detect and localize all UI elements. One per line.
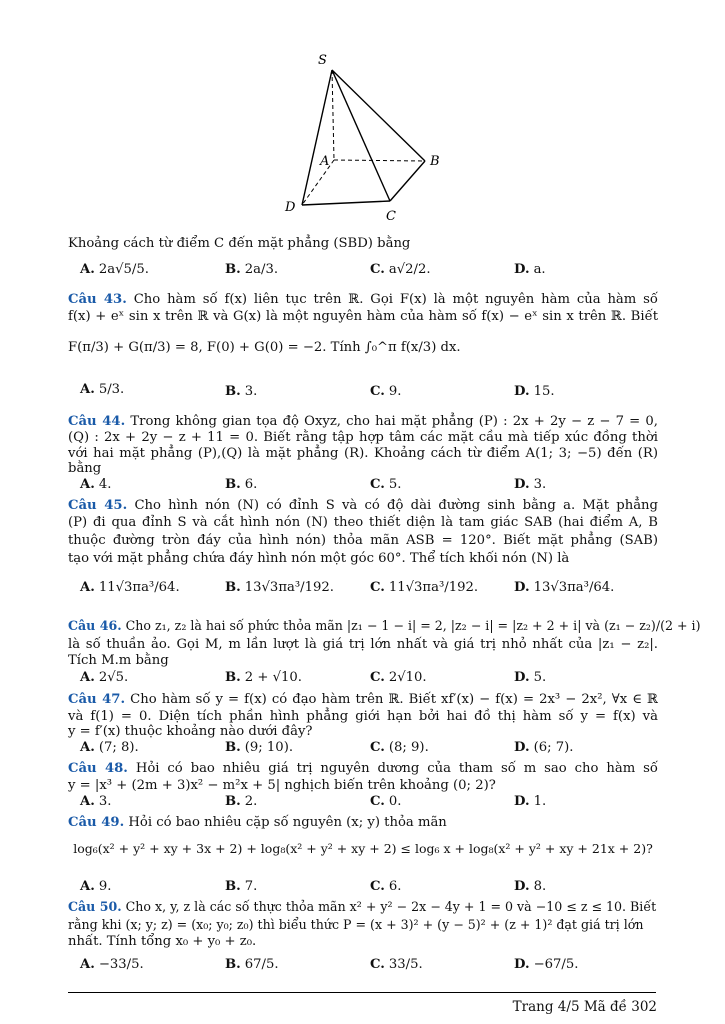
edge-SB — [332, 70, 425, 161]
q46-option-d[interactable]: D. 5. — [514, 670, 547, 685]
q50-line2: rằng khi (x; y; z) = (x₀; y₀; z₀) thì biểu thức P = (x + 3)² + (y − 5)² + (z + 1)² đạt giá trị lớn — [68, 917, 644, 932]
q45-line4: tạo với mặt phẳng chứa đáy hình nón một góc 60°. Thể tích khối nón (N) là — [68, 551, 570, 566]
q46-option-b[interactable]: B. 2 + √10. — [225, 670, 302, 685]
q44-option-a[interactable]: A. 4. — [80, 477, 112, 492]
q46-line2: là số thuần ảo. Gọi M, m lần lượt là giá trị lớn nhất và giá trị nhỏ nhất của |z₁ − z₂|. — [68, 637, 658, 652]
q50-option-b[interactable]: B. 67/5. — [225, 957, 279, 972]
q45-option-b[interactable]: B. 13√3πa³/192. — [225, 580, 334, 595]
q50-line3: nhất. Tính tổng x₀ + y₀ + z₀. — [68, 934, 257, 949]
pyramid-figure — [270, 50, 460, 225]
q44-option-d[interactable]: D. 3. — [514, 477, 547, 492]
q44-option-b[interactable]: B. 6. — [225, 477, 258, 492]
q43-option-c[interactable]: C. 9. — [370, 384, 402, 399]
label-D: D — [285, 200, 296, 215]
q45-option-a[interactable]: A. 11√3πa³/64. — [80, 580, 180, 595]
q50-option-d[interactable]: D. −67/5. — [514, 957, 579, 972]
edge-CB — [390, 161, 425, 201]
q42-stem: Khoảng cách từ điểm C đến mặt phẳng (SBD) bằng — [68, 236, 411, 251]
q49-formula: log₆(x² + y² + xy + 3x + 2) + log₈(x² + y² + xy + 2) ≤ log₆ x + log₈(x² + y² + xy + 21x + 2)? — [73, 841, 653, 856]
edge-SC — [332, 70, 390, 201]
q44-option-c[interactable]: C. 5. — [370, 477, 402, 492]
q49-option-d[interactable]: D. 8. — [514, 879, 547, 894]
q43-option-a[interactable]: A. 5/3. — [80, 382, 125, 397]
q49-option-b[interactable]: B. 7. — [225, 879, 258, 894]
q43-label: Câu 43. — [68, 292, 127, 307]
q46-option-a[interactable]: A. 2√5. — [80, 670, 129, 685]
label-A: A — [320, 154, 330, 169]
q45-line3: thuộc đường tròn đáy của hình nón) thỏa mãn ASB = 120°. Biết mặt phẳng (SAB) — [68, 533, 658, 548]
page-footer: Trang 4/5 Mã đề 302 — [512, 999, 657, 1015]
q48-line1: Câu 48. Hỏi có bao nhiêu giá trị nguyên dương của tham số m sao cho hàm số — [68, 761, 658, 776]
q49-label: Câu 49. — [68, 815, 125, 830]
q47-option-b[interactable]: B. (9; 10). — [225, 740, 294, 755]
q50-line1: Câu 50. Cho x, y, z là các số thực thỏa mãn x² + y² − 2x − 4y + 1 = 0 và −10 ≤ z ≤ 10. Biết — [68, 899, 657, 914]
q45-line1: Câu 45. Cho hình nón (N) có đỉnh S và có độ dài đường sinh bằng a. Mặt phẳng — [68, 498, 658, 513]
q45-label: Câu 45. — [68, 498, 128, 513]
q43-option-d[interactable]: D. 15. — [514, 384, 555, 399]
q42-option-a[interactable]: A. 2a√5/5. — [80, 262, 149, 277]
q43-line3: F(π/3) + G(π/3) = 8, F(0) + G(0) = −2. Tính ∫₀^π f(x/3) dx. — [68, 340, 461, 355]
q48-option-d[interactable]: D. 1. — [514, 794, 547, 809]
q46-line1: Câu 46. Cho z₁, z₂ là hai số phức thỏa mãn |z₁ − 1 − i| = 2, |z₂ − i| = |z₂ + 2 + i| và (z₁ − z₂)/(2 + i) — [68, 618, 701, 633]
q42-option-c[interactable]: C. a√2/2. — [370, 262, 431, 277]
q46-option-c[interactable]: C. 2√10. — [370, 670, 427, 685]
q47-option-d[interactable]: D. (6; 7). — [514, 740, 574, 755]
q47-line2: và f(1) = 0. Diện tích phần hình phẳng giới hạn bởi hai đồ thị hàm số y = f(x) và — [68, 709, 658, 724]
q44-label: Câu 44. — [68, 414, 126, 429]
q43-line1: Câu 43. Cho hàm số f(x) liên tục trên ℝ. Gọi F(x) là một nguyên hàm của hàm số — [68, 292, 658, 307]
q44-line1: Câu 44. Trong không gian tọa độ Oxyz, cho hai mặt phẳng (P) : 2x + 2y − z − 7 = 0, — [68, 414, 658, 429]
q46-line3: Tích M.m bằng — [68, 653, 169, 668]
footer-divider — [68, 992, 656, 993]
q50-label: Câu 50. — [68, 899, 122, 914]
label-C: C — [386, 209, 396, 224]
edge-SA — [332, 70, 334, 160]
q48-option-b[interactable]: B. 2. — [225, 794, 258, 809]
q47-option-c[interactable]: C. (8; 9). — [370, 740, 429, 755]
q47-option-a[interactable]: A. (7; 8). — [80, 740, 139, 755]
q44-line2: (Q) : 2x + 2y − z + 11 = 0. Biết rằng tập hợp tâm các mặt cầu mà tiếp xúc đồng thời — [68, 430, 658, 445]
edge-AB — [334, 160, 425, 161]
q47-line1: Câu 47. Cho hàm số y = f(x) có đạo hàm trên ℝ. Biết xf′(x) − f(x) = 2x³ − 2x², ∀x ∈ ℝ — [68, 692, 658, 707]
q48-option-a[interactable]: A. 3. — [80, 794, 112, 809]
q46-label: Câu 46. — [68, 618, 122, 633]
q42-option-b[interactable]: B. 2a/3. — [225, 262, 279, 277]
q48-option-c[interactable]: C. 0. — [370, 794, 402, 809]
q49-option-a[interactable]: A. 9. — [80, 879, 112, 894]
q49-option-c[interactable]: C. 6. — [370, 879, 402, 894]
q43-option-b[interactable]: B. 3. — [225, 384, 258, 399]
edge-DC — [302, 201, 390, 205]
q45-option-c[interactable]: C. 11√3πa³/192. — [370, 580, 479, 595]
q43-line2: f(x) + eˣ sin x trên ℝ và G(x) là một nguyên hàm của hàm số f(x) − eˣ sin x trên ℝ. Biết — [68, 309, 658, 324]
label-S: S — [318, 53, 327, 68]
q45-line2: (P) đi qua đỉnh S và cắt hình nón (N) theo thiết diện là tam giác SAB (hai điểm A, B — [68, 515, 658, 530]
q50-option-c[interactable]: C. 33/5. — [370, 957, 423, 972]
q49-line1: Câu 49. Hỏi có bao nhiêu cặp số nguyên (x; y) thỏa mãn — [68, 815, 447, 830]
q50-option-a[interactable]: A. −33/5. — [80, 957, 144, 972]
q48-label: Câu 48. — [68, 761, 128, 776]
q44-line4: bằng — [68, 461, 102, 476]
q44-line3: với hai mặt phẳng (P),(Q) là mặt phẳng (R). Khoảng cách từ điểm A(1; 3; −5) đến (R) — [68, 446, 658, 461]
q42-option-d[interactable]: D. a. — [514, 262, 546, 277]
q45-option-d[interactable]: D. 13√3πa³/64. — [514, 580, 615, 595]
q47-label: Câu 47. — [68, 692, 126, 707]
label-B: B — [430, 154, 440, 169]
q47-line3: y = f′(x) thuộc khoảng nào dưới đây? — [68, 724, 313, 739]
q48-line2: y = |x³ + (2m + 3)x² − m²x + 5| nghịch biến trên khoảng (0; 2)? — [68, 778, 496, 793]
